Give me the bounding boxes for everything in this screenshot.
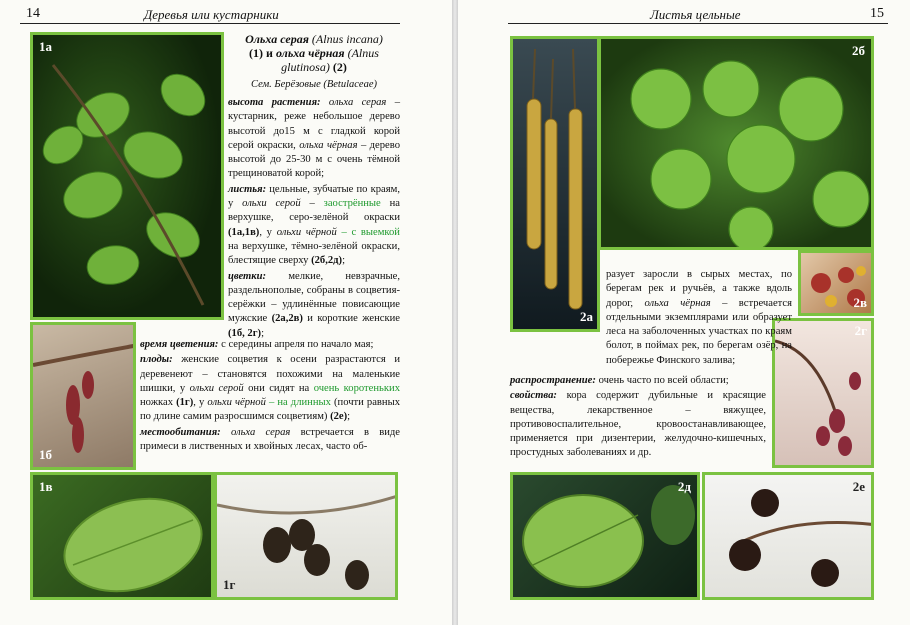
comma: , у: [259, 226, 272, 238]
leaves-text-2: на верхушке, серо-зелёной окраски: [228, 198, 400, 224]
flowers-paragraph: [228, 270, 400, 341]
spread-term: распространение:: [510, 375, 596, 386]
photo-label-2v: 2в: [853, 295, 867, 310]
highlight-long: – на длинных: [268, 397, 331, 409]
alder-branch-leaves-image: [33, 35, 224, 320]
comma: , у: [193, 397, 205, 409]
leaves-text-3: на верхушке, тёмно-зелёной окраски, блестящие сверху: [228, 240, 400, 267]
props-paragraph: [510, 389, 766, 460]
bloom-text: с середины апреля по начало мая;: [221, 339, 374, 350]
semicolon: ;: [261, 327, 265, 339]
leaves-text: цельные, зубчатые по краям, у: [228, 183, 400, 210]
photo-label-2d: 2д: [677, 479, 691, 494]
photo-2b: [598, 36, 874, 250]
species-title: [228, 32, 400, 92]
highlight-short: очень коротеньких: [313, 382, 400, 394]
title-grey-alder-latin: (Alnus incana): [311, 32, 383, 46]
black-alder-ref: ольхи чёрной: [276, 226, 337, 238]
photo-label-1g: 1г: [223, 577, 236, 592]
habitat-cont-paragraph: [606, 268, 792, 368]
family-name: Сем. Берёзовые (Betulaceae): [251, 79, 377, 90]
photo-1v: [30, 472, 214, 600]
description-text-lower: [140, 338, 400, 455]
leaves-term: листья:: [228, 183, 267, 195]
grey-alder-ref: ольха серая: [328, 97, 387, 108]
habitat-paragraph: [140, 426, 400, 455]
spread-text: очень часто по всей области;: [598, 375, 729, 386]
photo-label-2a: 2а: [580, 309, 593, 324]
photo-ref: (1б, 2г): [228, 327, 262, 339]
photo-ref: (2е): [330, 411, 348, 423]
fruit-term: плоды:: [140, 354, 173, 366]
leaves-paragraph: [228, 183, 400, 269]
photo-1g: [214, 472, 398, 600]
photo-ref: (2б,2д): [311, 255, 343, 267]
flowers-text-2: и короткие женские: [307, 313, 400, 325]
title-black-alder: ольха чёрная: [275, 46, 345, 60]
props-text: кора содержит дубильные и красящие вещества, лекарственное – вяжущее, противовоспалительное, кровоостанавливающее, применяется при дизентерии, желудочно-кишечных, простудных заболеваниях и др.: [510, 390, 766, 459]
height-text-2: – дерево высотой до 25-30 м с очень тёмной трещиноватой корой;: [228, 139, 400, 180]
title-number-2: (2): [332, 60, 347, 74]
photo-ref: (1а,1в): [228, 226, 260, 238]
title-connector: (1) и: [249, 46, 273, 60]
photo-ref: (1г): [176, 397, 194, 409]
grey-alder-ref: ольха серая: [230, 426, 291, 438]
left-page: [0, 0, 452, 625]
highlight-notched: – с выемкой: [341, 226, 400, 238]
description-text: [228, 96, 400, 342]
height-term: высота растения:: [228, 97, 321, 108]
title-grey-alder: Ольха серая: [245, 32, 309, 46]
right-page-number: 15: [870, 6, 884, 21]
habitat-cont-text: разует заросли в сырых местах, по берегам рек и ручьёв, а также вдоль дорог,: [606, 269, 792, 309]
bloom-paragraph: [140, 338, 400, 352]
photo-label-2b: 2б: [852, 43, 865, 58]
fruit-text-2: они сидят на: [248, 382, 310, 394]
photo-label-2g: 2г: [854, 323, 867, 338]
photo-label-1v: 1в: [39, 479, 53, 494]
photo-label-1a: 1а: [39, 39, 52, 54]
fruit-text-3: ножках: [140, 397, 174, 409]
right-header: [508, 4, 888, 24]
right-page: [458, 0, 910, 625]
photo-2a: [510, 36, 600, 332]
photo-ref: (2а,2в): [271, 313, 303, 325]
flowers-text: мелкие, невзрачные, раздельнополые, собраны в соцветия-серёжки – удлинённые повисающие мужские: [228, 270, 400, 325]
props-term: свойства:: [510, 390, 557, 402]
fruit-paragraph: [140, 353, 400, 424]
right-running-title: Листья цельные: [650, 7, 741, 22]
grey-alder-ref: ольхи серой: [242, 198, 301, 210]
habitat-cont-text-2: – встречается отдельными экземплярами или образует леса на заболоченных участках по краям болот, в поймах рек, по берегам озёр, на побережье Финского залива;: [606, 297, 793, 366]
grey-alder-leaf-image: [33, 475, 214, 600]
height-paragraph: [228, 96, 400, 182]
black-alder-cones-image: [705, 475, 874, 600]
black-alder-leaf-image: [513, 475, 700, 600]
dash: –: [309, 198, 315, 210]
habitat-term: местообитания:: [140, 426, 221, 438]
photo-1a: [30, 32, 224, 320]
male-catkins-image: [513, 39, 600, 332]
photo-2v: [798, 250, 874, 316]
fruit-text: женские соцветия к осени разрастаются и деревенеют – становятся похожими на маленькие шишки, у: [140, 354, 400, 394]
left-header: [20, 4, 400, 24]
photo-2e: [702, 472, 874, 600]
fruit-text-4: (почти равных по длине самим разросшимся соцветиям): [140, 397, 401, 423]
semicolon: ;: [347, 411, 351, 423]
black-alder-ref: ольха чёрная: [644, 297, 711, 309]
left-running-title: Деревья или кустарники: [144, 7, 279, 22]
grey-alder-ref: ольхи серой: [189, 382, 244, 394]
left-page-number: 14: [26, 6, 40, 21]
photo-label-2e: 2е: [852, 479, 865, 494]
black-alder-ref: ольхи чёрной: [207, 397, 266, 409]
title-black-alder-latin: (Alnus: [347, 46, 379, 60]
photo-1b: [30, 322, 136, 470]
habitat-text: встречается в виде примеси в лиственных и хвойных лесах, часто об-: [140, 426, 401, 453]
grey-alder-cones-image: [217, 475, 398, 600]
photo-label-1b: 1б: [39, 447, 52, 462]
title-black-alder-latin-cont: glutinosa): [281, 60, 330, 74]
highlight-pointed: заострённые: [323, 198, 381, 210]
black-alder-ref: ольха чёрная: [299, 139, 358, 151]
right-description-lower: [510, 374, 766, 462]
black-alder-leaves-image: [601, 39, 874, 250]
photo-2d: [510, 472, 700, 600]
spread-paragraph: [510, 374, 766, 388]
bloom-term: время цветения:: [140, 339, 219, 350]
right-description-text: [606, 268, 792, 369]
flowers-term: цветки:: [228, 270, 267, 282]
height-text: – кустарник, реже небольшое дерево высотой до15 м с гладкой корой серой окраски,: [228, 97, 400, 151]
semicolon: ;: [342, 255, 346, 267]
